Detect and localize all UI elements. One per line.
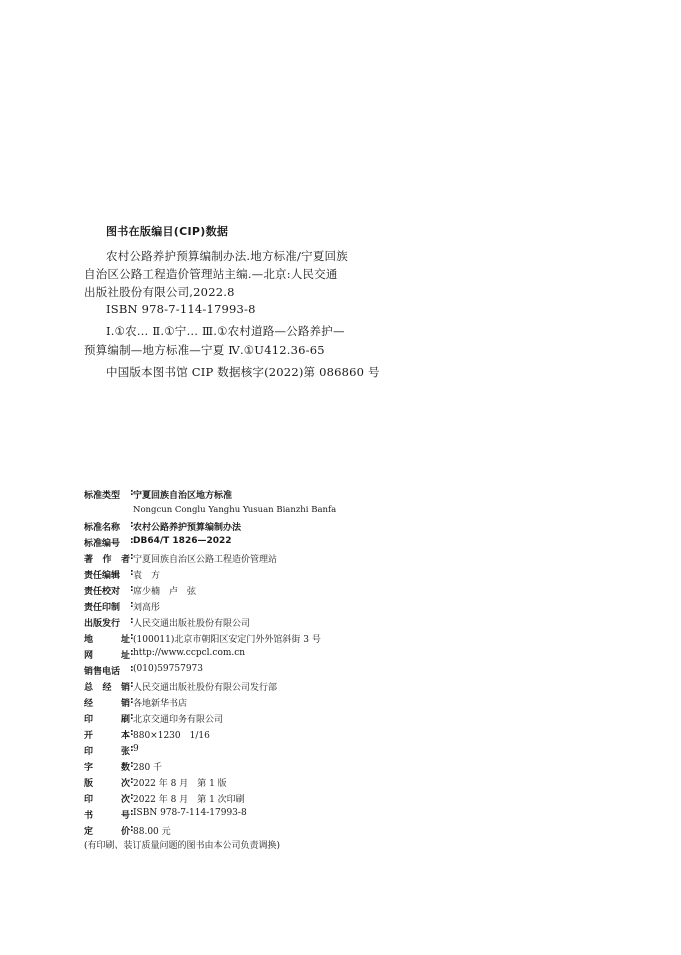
label-char: 张 xyxy=(120,747,130,757)
label-printing xyxy=(84,792,130,805)
label-standard-name: 标准名称 xyxy=(84,523,121,533)
label-distributor xyxy=(84,680,130,693)
value-retailer: 各地新华书店 xyxy=(133,699,188,709)
label-char: 销 xyxy=(120,699,130,709)
label-char: 书 xyxy=(84,811,94,821)
value-printer: 北京交通印务有限公司 xyxy=(133,715,224,725)
label-char: 销 xyxy=(120,683,130,693)
label-char: 经 xyxy=(84,699,94,709)
value-sales-phone: (010)59757973 xyxy=(133,664,204,674)
quality-footnote: (有印刷、装订质量问题的图书由本公司负责调换) xyxy=(84,841,281,851)
label-char: 价 xyxy=(120,827,130,837)
cip-line: Ⅰ.①农… Ⅱ.①宁… Ⅲ.①农村道路—公路养护— xyxy=(106,324,345,338)
value-editor: 袁 方 xyxy=(133,571,161,581)
value-distributor: 人民交通出版社股份有限公司发行部 xyxy=(133,683,278,693)
label-char: 次 xyxy=(120,779,130,789)
cip-isbn: ISBN 978-7-114-17993-8 xyxy=(106,302,256,316)
cip-line: 自治区公路工程造价管理站主编.—北京:人民交通 xyxy=(84,267,338,281)
value-standard-name: 农村公路养护预算编制办法 xyxy=(133,523,242,533)
value-publisher: 人民交通出版社股份有限公司 xyxy=(133,619,251,629)
label-char: 刷 xyxy=(120,715,130,725)
label-sheets xyxy=(84,744,130,757)
label-char: 址 xyxy=(120,635,130,645)
label-proofreader: 责任校对 xyxy=(84,587,121,597)
label-address xyxy=(84,632,130,645)
pinyin-title: Nongcun Conglu Yanghu Yusuan Bianzhi Banfa xyxy=(133,505,337,515)
label-char: 定 xyxy=(84,827,94,837)
value-address: (100011)北京市朝阳区安定门外外馆斜街 3 号 xyxy=(133,635,321,645)
value-book-number: ISBN 978-7-114-17993-8 xyxy=(133,808,247,818)
label-printer xyxy=(84,712,130,725)
label-book-number xyxy=(84,808,130,821)
label-retailer xyxy=(84,696,130,709)
label-char: 总 xyxy=(84,683,94,693)
cip-data-number: 中国版本图书馆 CIP 数据核字(2022)第 086860 号 xyxy=(106,365,380,379)
value-standard-type: 宁夏回族自治区地方标准 xyxy=(133,491,233,501)
label-char: 著 xyxy=(84,555,94,565)
value-proofreader: 席少楠 卢 弦 xyxy=(133,587,197,597)
label-author xyxy=(84,552,130,565)
label-char: 版 xyxy=(84,779,94,789)
label-char: 经 xyxy=(102,683,112,693)
value-edition: 2022 年 8 月 第 1 版 xyxy=(133,779,227,789)
cip-line: 出版社股份有限公司,2022.8 xyxy=(84,285,235,299)
label-char: 印 xyxy=(84,715,94,725)
label-standard-number: 标准编号 xyxy=(84,539,121,549)
label-char: 印 xyxy=(84,747,94,757)
cip-line: 农村公路养护预算编制办法.地方标准/宁夏回族 xyxy=(106,249,348,263)
label-char: 开 xyxy=(84,731,94,741)
label-word-count xyxy=(84,760,130,773)
label-char: 者 xyxy=(120,555,130,565)
label-char: 号 xyxy=(120,811,130,821)
label-editor: 责任编辑 xyxy=(84,571,121,581)
label-char: 址 xyxy=(120,651,130,661)
value-printing: 2022 年 8 月 第 1 次印刷 xyxy=(133,795,245,805)
value-standard-number: DB64/T 1826—2022 xyxy=(133,536,232,546)
cip-heading: 图书在版编目(CIP)数据 xyxy=(106,225,229,238)
label-website xyxy=(84,648,130,661)
label-printing-supervisor: 责任印制 xyxy=(84,603,121,613)
cip-line: 预算编制—地方标准—宁夏 Ⅳ.①U412.36-65 xyxy=(84,343,325,357)
label-price xyxy=(84,824,130,837)
value-word-count: 280 千 xyxy=(133,763,163,773)
label-publisher: 出版发行 xyxy=(84,619,121,629)
value-printing-supervisor: 刘高彤 xyxy=(133,603,161,613)
value-format: 880×1230 1/16 xyxy=(133,731,210,741)
label-char: 地 xyxy=(84,635,94,645)
label-char: 印 xyxy=(84,795,94,805)
label-sales-phone: 销售电话 xyxy=(84,667,121,677)
label-edition xyxy=(84,776,130,789)
label-standard-type: 标准类型 xyxy=(84,491,121,501)
value-author: 宁夏回族自治区公路工程造价管理站 xyxy=(133,555,278,565)
label-char: 数 xyxy=(120,763,130,773)
label-char: 字 xyxy=(84,763,94,773)
value-sheets: 9 xyxy=(133,744,139,754)
value-website: http://www.ccpcl.com.cn xyxy=(133,648,246,658)
label-char: 本 xyxy=(120,731,130,741)
label-char: 次 xyxy=(120,795,130,805)
label-format xyxy=(84,728,130,741)
label-char: 作 xyxy=(102,555,112,565)
value-price: 88.00 元 xyxy=(133,827,171,837)
label-char: 网 xyxy=(84,651,94,661)
